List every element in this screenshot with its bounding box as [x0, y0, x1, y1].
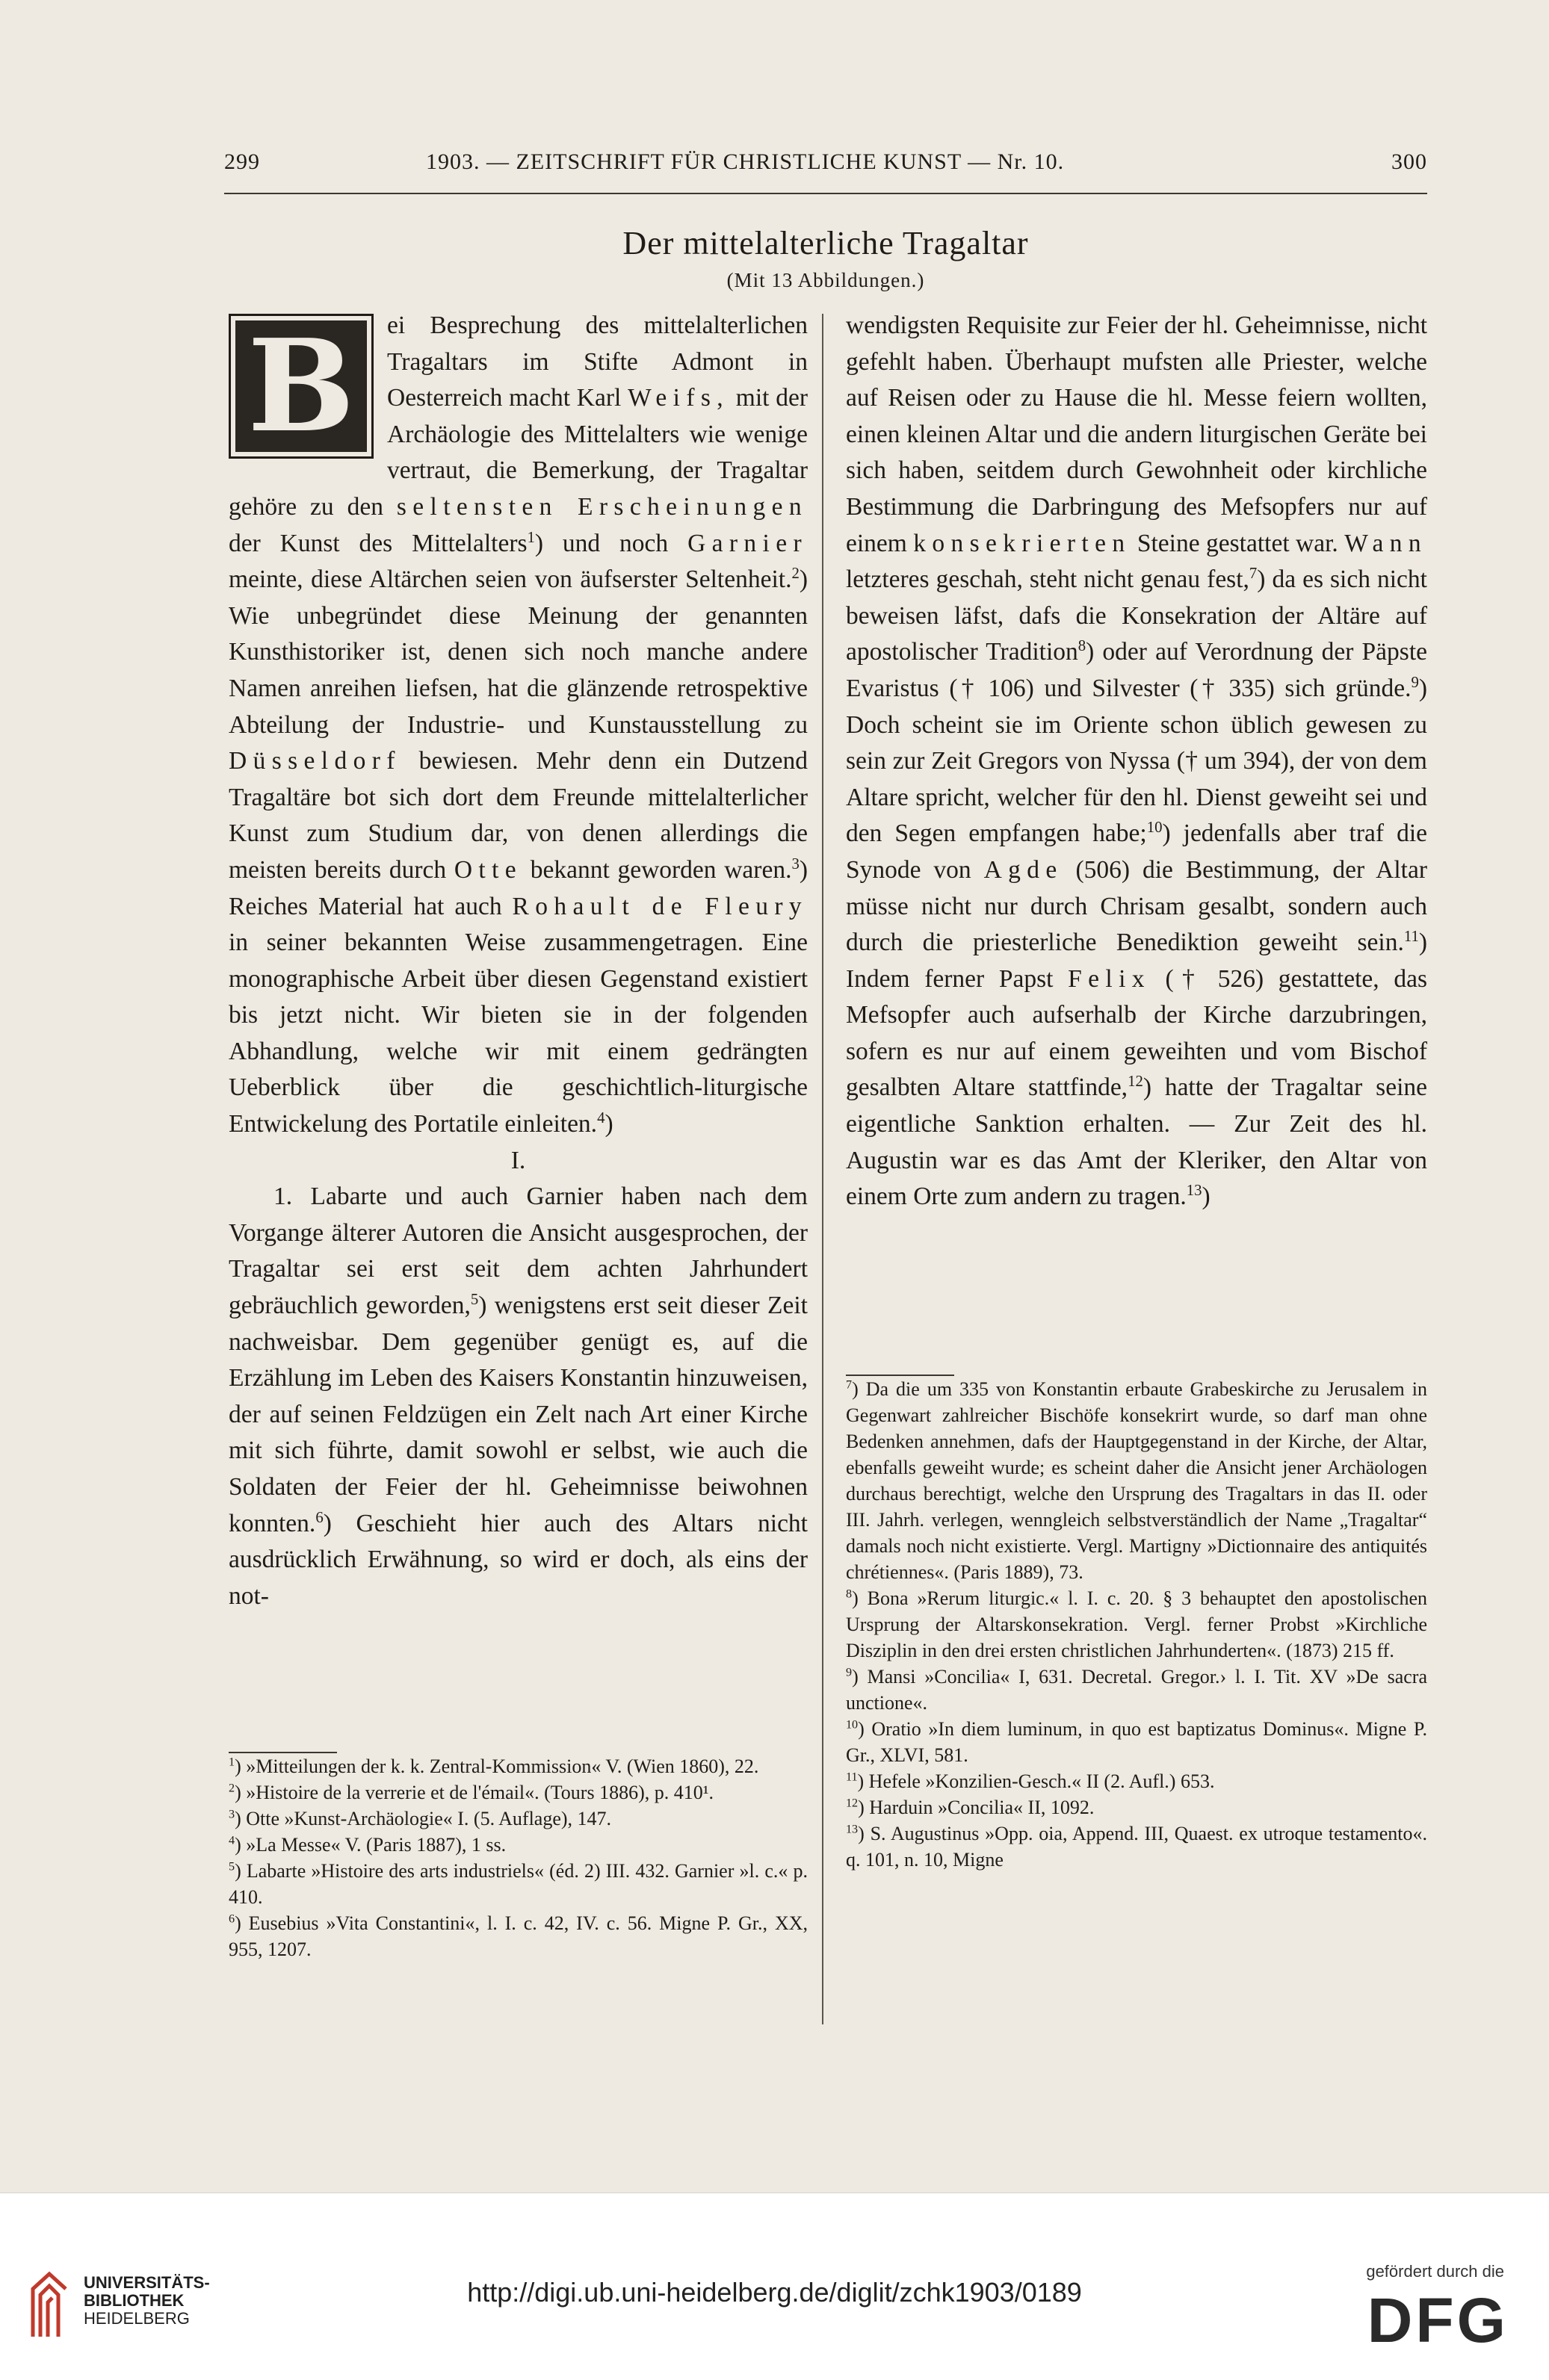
footnote	[846, 1664, 1427, 1716]
text-run: († 526) gestattete, das Mefsopfer auch aufserhalb der Kirche darzubringen, sofern es nur auf einem geweihten und vom Bischof gesalbten Altare stattfinde,	[846, 964, 1427, 1102]
footnote-text: ) »Histoire de la verrerie et de l'émail«. (Tours 1886), p. 410¹.	[235, 1782, 714, 1803]
footnote-text: ) Harduin »Concilia« II, 1092.	[858, 1797, 1095, 1818]
footnote	[229, 1910, 808, 1962]
left-column	[229, 308, 808, 1614]
text-run: ) Reiches Material hat auch	[229, 855, 808, 920]
emphasis: seltensten Erscheinungen	[396, 492, 808, 521]
footnotes-right	[846, 1375, 1427, 1873]
page-number-left: 299	[224, 149, 260, 174]
footnote-number: 11	[846, 1770, 858, 1784]
text-run: ) da es sich nicht beweisen läfst, dafs die Konsekration der Altäre auf apostolischer Tradition	[846, 565, 1427, 666]
library-name-line: HEIDELBERG	[84, 2309, 190, 2328]
footnote-ref: 3	[791, 855, 800, 873]
text-run: mit der Archäologie des Mittelalters wie wenige vertraut, die Bemerkung, der Tragaltar gehöre zu den	[229, 384, 808, 521]
footnote-text: ) Labarte »Histoire des arts industriels« (éd. 2) III. 432. Garnier »l. c.« p. 410.	[229, 1860, 808, 1908]
footnote	[846, 1768, 1427, 1794]
place-name: Agde	[983, 855, 1063, 884]
text-run: ) jedenfalls aber traf die Synode von	[846, 819, 1427, 884]
text-run: ) Wie unbegründet diese Meinung der genannten Kunsthistoriker ist, denen sich noch manche andere Namen anreihen liefsen, hat die glänzende retrospektive Abteilung der Industrie- und Kunstausstellung zu	[229, 565, 808, 739]
initial-letter: B	[247, 311, 355, 461]
library-name-line: BIBLIOTHEK	[84, 2291, 185, 2310]
emphasis: Wann	[1344, 529, 1427, 557]
article-subtitle: (Mit 13 Abbildungen.)	[726, 269, 925, 291]
text-run: Steine gestattet war.	[1131, 529, 1345, 557]
header-rule	[224, 193, 1427, 194]
text-run: bewiesen. Mehr denn ein Dutzend Tragaltäre bot sich dort dem Freunde mittelalterlicher Kunst zum Studium dar, von denen allerdings die meisten bereits durch	[229, 747, 808, 884]
page-number-right: 300	[1391, 149, 1427, 174]
paragraph-intro	[229, 308, 808, 1143]
author-name: Garnier	[687, 529, 808, 557]
right-column	[846, 308, 1427, 1215]
running-header	[224, 149, 1427, 179]
running-title: 1903. — ZEITSCHRIFT FÜR CHRISTLICHE KUNST — Nr. 10.	[426, 149, 1065, 174]
text-run: ) hatte der Tragaltar seine eigentliche Sanktion erhalten. — Zur Zeit des hl. Augustin war es das Amt der Kleriker, den Altar von einem Orte zum andern zu tragen.	[846, 1073, 1427, 1211]
dfg-logo: DFG	[1367, 2285, 1509, 2355]
footnote-ref: 2	[791, 565, 800, 582]
text-run: in seiner bekannten Weise zusammengetragen. Eine monographische Arbeit über diesen Gegenstand existiert bis jetzt nicht. Wir bieten sie in der folgenden Abhandlung, welche wir mit einem gedrängten Ueberblick über die geschichtlich-liturgische Entwickelung des Portatile einleiten.	[229, 929, 808, 1138]
text-run: ) Geschieht hier auch des Altars nicht ausdrücklich Erwähnung, so wird er doch, als eins der not-	[229, 1509, 808, 1610]
paragraph-section-1	[229, 1179, 808, 1614]
text-run: ) und noch	[534, 529, 688, 557]
text-run: ) Indem ferner Papst	[846, 929, 1427, 993]
footnote	[846, 1585, 1427, 1664]
footnote-text: ) S. Augustinus »Opp. oia, Append. III, Quaest. ex utroque testamento«. q. 101, n. 10, Migne	[846, 1823, 1427, 1871]
column-divider	[822, 314, 823, 2024]
footnote	[229, 1753, 808, 1779]
text-run: ) wenigstens erst seit dieser Zeit nachweisbar. Dem gegenüber genügt es, auf die Erzählung im Leben des Kaisers Konstantin hinzuweisen, der auf seinen Feldzügen ein Zelt nach Art einer Kirche mit sich führte, damit sowohl er selbst, wie auch die Soldaten der Feier der hl. Geheimnisse beiwohnen konnten.	[229, 1292, 808, 1537]
footnote-number: 8	[846, 1587, 853, 1601]
text-run: ) oder auf Verordnung der Päpste Evaristus († 106) und Silvester († 335) sich gründe.	[846, 638, 1428, 702]
text-run: ) Doch scheint sie im Oriente schon üblich gewesen zu sein zur Zeit Gregors von Nyssa († um 394), der von dem Altare spricht, welcher für den hl. Dienst geweiht sei und den Segen empfangen habe;	[846, 674, 1427, 848]
section-heading: I.	[510, 1146, 526, 1174]
person-name: Felix	[1068, 964, 1151, 993]
footnote	[846, 1376, 1427, 1585]
place-name: Düsseldorf	[229, 747, 401, 775]
footnote-ref: 8	[1078, 637, 1086, 655]
footnote-number: 3	[229, 1808, 235, 1821]
footnote-text: ) Bona »Rerum liturgic.« l. I. c. 20. § 3 behauptet den apostolischen Ursprung der Altarskonsekration. Vergl. ferner Probst »Kirchliche Disziplin in den drei ersten christlichen Jahrhunderten«. (1873) 215 ff.	[846, 1587, 1427, 1661]
text-run: bekannt geworden waren.	[522, 855, 792, 884]
text-run: (506) die Bestimmung, der Altar müsse nicht nur durch Chrisam gesalbt, sondern auch durch die priesterliche Benediktion geweiht sein.	[846, 855, 1427, 957]
footnote-number: 7	[846, 1378, 853, 1392]
footnote-text: ) Hefele »Konzilien-Gesch.« II (2. Aufl.) 653.	[857, 1770, 1215, 1792]
decorated-initial	[229, 311, 374, 461]
sponsor-caption: gefördert durch die	[1366, 2262, 1504, 2281]
article-title: Der mittelalterliche Tragaltar	[622, 225, 1029, 261]
author-name: Weifs,	[628, 384, 730, 412]
footnote	[229, 1806, 808, 1832]
footnote-number: 5	[229, 1860, 235, 1874]
footnote-text: ) Eusebius »Vita Constantini«, l. I. c. 42, IV. c. 56. Migne P. Gr., XX, 955, 1207.	[229, 1912, 808, 1960]
text-run: )	[1202, 1183, 1211, 1211]
text-run: letzteres geschah, steht nicht genau fest,	[846, 565, 1249, 594]
footnote-text: ) Da die um 335 von Konstantin erbaute Grabeskirche zu Jerusalem in Gegenwart zahlreicher Bischöfe konsekrirt wurde, so darf man ohne Bedenken annehmen, dafs der Hauptgegenstand in der Kirche, der Altar, ebenfalls geweiht wurde; es scheint daher die Ansicht jener Archäologen durchaus berechtigt, welche den Ursprung des Tragaltars in das II. oder III. Jahrh. verlegen, wenngleich selbstverständlich der Name „Tragaltar“ damals noch nicht existierte. Vergl. Martigny »Dictionnaire des antiquités chrétiennes«. (Paris 1889), 73.	[846, 1378, 1427, 1583]
footnote-ref: 7	[1249, 565, 1258, 582]
footnote-ref: 11	[1403, 927, 1419, 945]
text-run: ei Besprechung des mittelalterlichen Tragaltars im Stifte Admont in Oesterreich macht Karl	[387, 312, 808, 412]
footnote-number: 2	[229, 1782, 235, 1795]
footnote-number: 4	[229, 1834, 235, 1847]
footnote-number: 12	[846, 1797, 859, 1810]
footnote-ref: 9	[1411, 673, 1419, 691]
footnote-text: ) Oratio »In diem luminum, in quo est baptizatus Dominus«. Migne P. Gr., XLVI, 581.	[846, 1718, 1427, 1766]
emphasis: konsekrierten	[913, 529, 1131, 557]
footnote-ref: 12	[1128, 1073, 1143, 1091]
footnote-ref: 13	[1186, 1182, 1202, 1200]
footnote-number: 10	[846, 1718, 859, 1732]
footnote-ref: 4	[597, 1109, 605, 1127]
author-name: Otte	[454, 855, 523, 884]
paragraph-continued	[846, 308, 1427, 1215]
footnote-text: ) Otte »Kunst-Archäologie« I. (5. Auflage), 147.	[235, 1808, 612, 1829]
footnote-number: 6	[229, 1912, 235, 1926]
footnote-ref: 5	[470, 1290, 479, 1308]
footnote-number: 9	[846, 1666, 853, 1679]
footnote	[229, 1779, 808, 1806]
footnote	[229, 1832, 808, 1858]
permalink[interactable]: http://digi.ub.uni-heidelberg.de/diglit/zchk1903/0189	[467, 2277, 1082, 2308]
footnotes-left	[229, 1752, 808, 1962]
footnote	[846, 1794, 1427, 1820]
text-run: der Kunst des Mittelalters	[229, 529, 528, 557]
digitization-footer	[0, 2192, 1549, 2380]
text-run: 1. Labarte und auch Garnier haben nach dem Vorgange älterer Autoren die Ansicht ausgesprochen, der Tragaltar sei erst seit dem achten Jahrhundert gebräuchlich geworden,	[229, 1183, 808, 1320]
footnote-number: 1	[229, 1755, 235, 1769]
footnote-text: ) Mansi »Concilia« I, 631. Decretal. Gregor.› l. I. Tit. XV »De sacra unctione«.	[846, 1666, 1427, 1714]
footnote	[229, 1858, 808, 1910]
footnote-ref: 6	[315, 1508, 324, 1526]
text-run: wendigsten Requisite zur Feier der hl. Geheimnisse, nicht gefehlt haben. Überhaupt mufsten alle Priester, welche auf Reisen oder zu Hause die hl. Messe feiern wollten, einen kleinen Altar und die andern liturgischen Geräte bei sich haben, seitdem durch Gewohnheit oder kirchliche Bestimmung die Darbringung des Mefsopfers nur auf einem	[846, 312, 1427, 557]
footnote-ref: 10	[1146, 819, 1163, 837]
text-run: meinte, diese Altärchen seien von äufserster Seltenheit.	[229, 565, 792, 594]
text-run: )	[605, 1110, 613, 1138]
footnote-text: ) »La Messe« V. (Paris 1887), 1 ss.	[235, 1834, 507, 1856]
footnote	[846, 1820, 1427, 1873]
library-name-line: UNIVERSITÄTS-	[84, 2273, 210, 2292]
footnote-text: ) »Mitteilungen der k. k. Zentral-Kommission« V. (Wien 1860), 22.	[235, 1755, 759, 1777]
author-name: Rohault de Fleury	[512, 892, 808, 920]
footnote	[846, 1716, 1427, 1768]
footnote-number: 13	[846, 1823, 859, 1836]
footnote-ref: 1	[527, 528, 535, 546]
